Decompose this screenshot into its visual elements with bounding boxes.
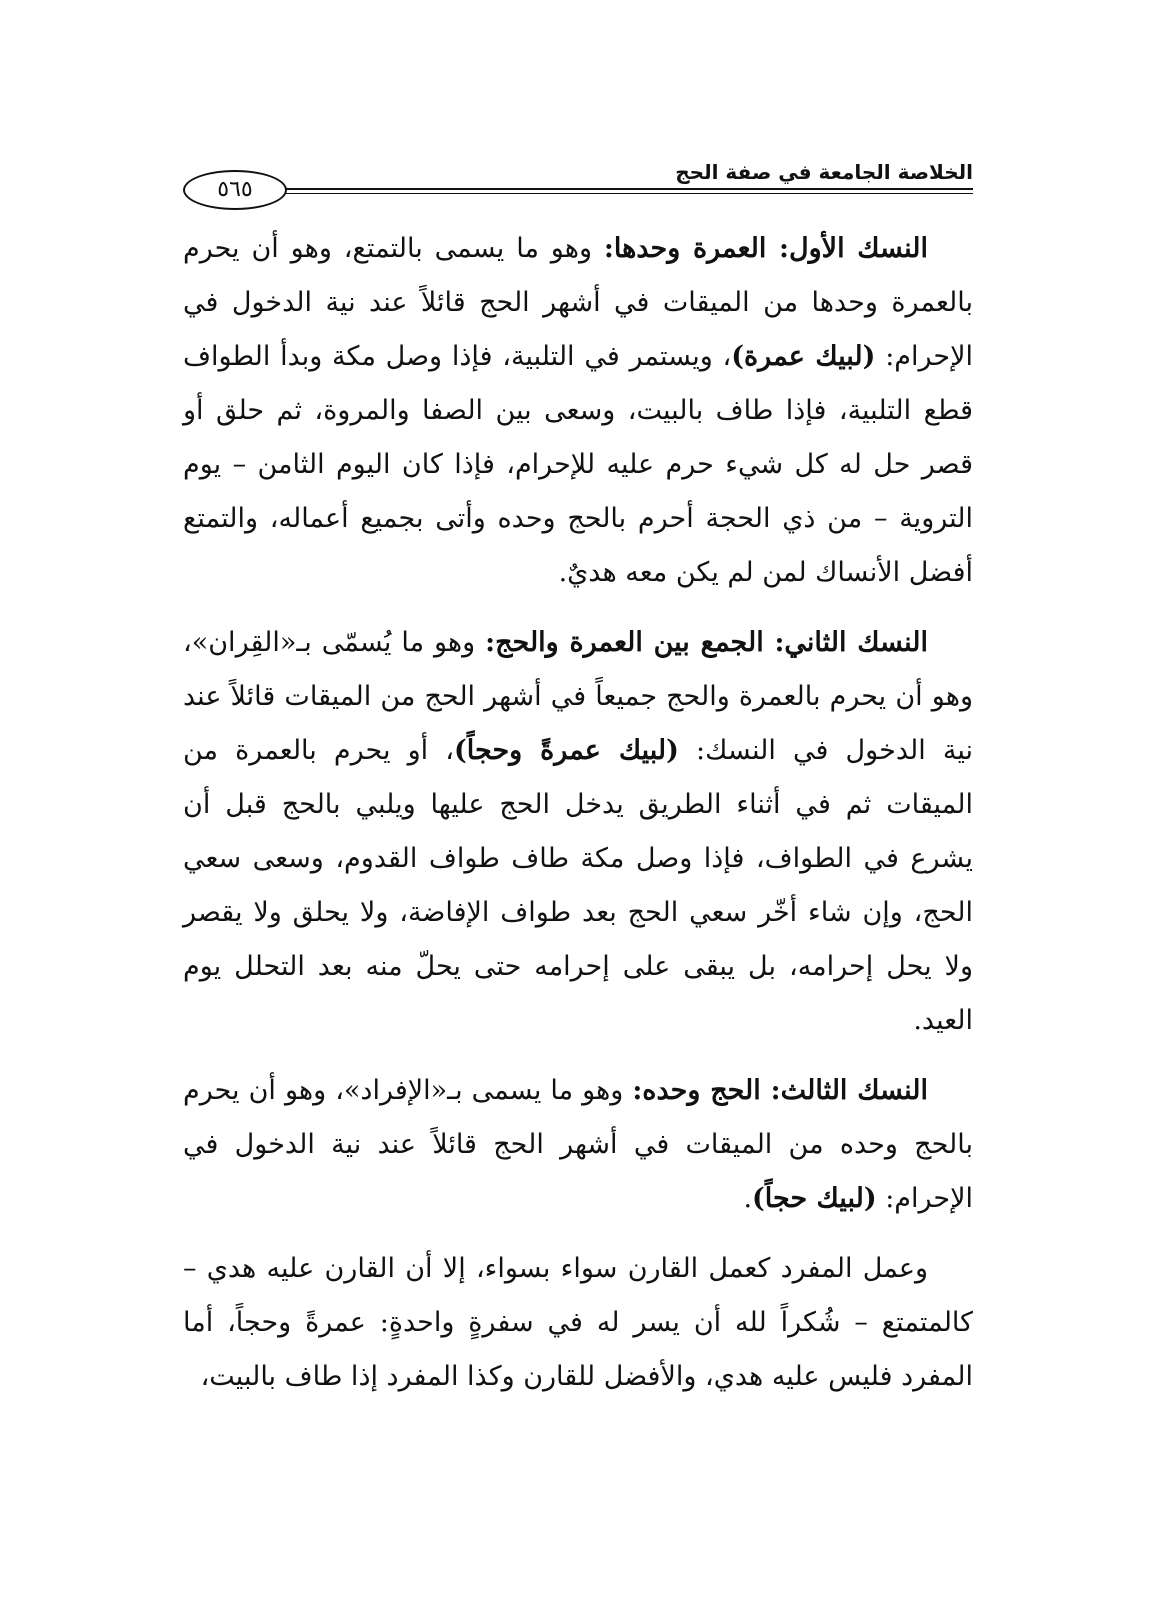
paragraph-text: وعمل المفرد كعمل القارن سواء بسواء، إلا أن القارن عليه هدي – كالمتمتع – شُكراً لله أن يسر له في سفرةٍ واحدةٍ: عمرةً وحجاً، أما المفرد فليس عليه هدي، والأفضل للقارن وكذا المفرد إذا طاف بالبيت، (183, 1253, 973, 1392)
header-rule (281, 188, 973, 194)
paragraph-text: ، أو يحرم بالعمرة من الميقات ثم في أثناء الطريق يدخل الحج عليها ويلبي بالحج قبل أن يشرع في الطواف، فإذا وصل مكة طاف طواف القدوم، وسعى سعي الحج، وإن شاء أخّر سعي الحج بعد طواف الإفاضة، ولا يحلق ولا يقصر ولا يحل إحرامه، بل يبقى على إحرامه حتى يحلّ منه بعد التحلل يوم العيد. (183, 735, 973, 1036)
paragraph-text: . (743, 1183, 753, 1214)
paragraph-ifrad (183, 1064, 973, 1226)
page-header (183, 158, 973, 218)
paragraph-text: وهو ما يُسمّى بـ«القِران»، وهو أن يحرم بالعمرة والحج جميعاً في أشهر الحج من الميقات قائلاً عند نية الدخول في النسك: (183, 627, 973, 766)
paragraph-text: وهو ما يسمى بـ«الإفراد»، وهو أن يحرم بالحج وحده من الميقات في أشهر الحج قائلاً عند نية الدخول في الإحرام: (183, 1075, 973, 1214)
paragraph-text: وهو ما يسمى بالتمتع، وهو أن يحرم بالعمرة وحدها من الميقات في أشهر الحج قائلاً عند نية الدخول في الإحرام: (183, 233, 973, 372)
talbiyah-phrase: (لبيك حجاً) (752, 1183, 877, 1214)
talbiyah-phrase: (لبيك عمرة) (731, 341, 876, 372)
paragraph-qiran (183, 616, 973, 1048)
paragraph-mufrid (183, 1242, 973, 1404)
paragraph-heading: النسك الثالث: الحج وحده: (632, 1075, 928, 1106)
page-number: ٥٦٥ (183, 170, 287, 210)
page-body (183, 222, 973, 1404)
paragraph-heading: النسك الثاني: الجمع بين العمرة والحج: (485, 627, 928, 658)
paragraph-heading: النسك الأول: العمرة وحدها: (603, 233, 928, 264)
talbiyah-phrase: (لبيك عمرةً وحجاً) (454, 735, 679, 766)
paragraph-text: ، ويستمر في التلبية، فإذا وصل مكة وبدأ الطواف قطع التلبية، فإذا طاف بالبيت، وسعى بين الصفا والمروة، ثم حلق أو قصر حل له كل شيء حرم عليه للإحرام، فإذا كان اليوم الثامن – يوم التروية – من ذي الحجة أحرم بالحج وحده وأتى بجميع أعماله، والتمتع أفضل الأنساك لمن لم يكن معه هديٌ. (183, 341, 973, 588)
paragraph-tamattu (183, 222, 973, 600)
running-title: الخلاصة الجامعة في صفة الحج (675, 160, 973, 184)
